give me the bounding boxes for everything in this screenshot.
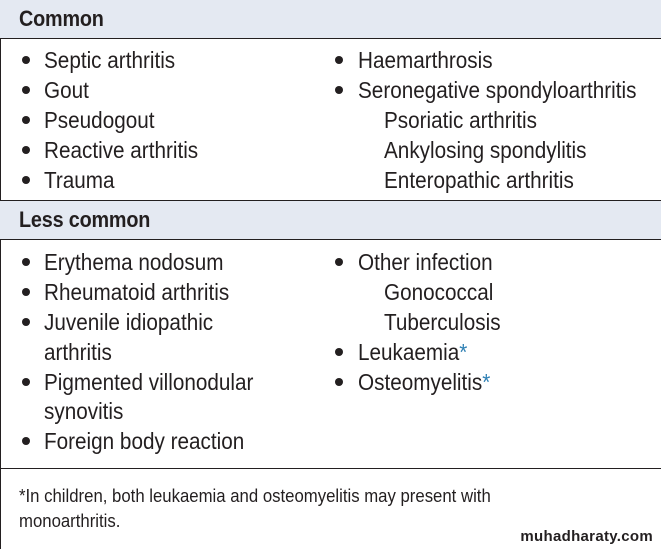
bullet-icon [22,258,30,266]
footnote-divider [0,468,661,469]
list-subitem: Psoriatic arthritis [384,107,537,133]
list-subitem: Tuberculosis [384,309,501,335]
bullet-icon [22,378,30,386]
watermark: muhadharaty.com [520,528,653,545]
bullet-icon [335,348,343,356]
list-subitem: Gonococcal [384,279,494,305]
list-item: Seronegative spondyloarthritis [358,77,637,103]
bullet-icon [22,318,30,326]
list-subitem: Ankylosing spondylitis [384,137,587,163]
bullet-icon [335,86,343,94]
section-heading-less-common: Less common [19,207,151,232]
list-item-continuation: arthritis [44,339,112,365]
asterisk-marker: * [459,339,468,365]
asterisk-marker: * [482,369,491,395]
list-item: Other infection [358,249,493,275]
bullet-icon [22,176,30,184]
footnote-line: monoarthritis. [19,511,121,531]
footnote-line: *In children, both leukaemia and osteomyelitis may present with [19,486,491,506]
list-item: Septic arthritis [44,47,176,73]
bullet-icon [335,378,343,386]
bullet-icon [22,86,30,94]
section-header-less-common [0,200,661,240]
list-item: Trauma [44,167,115,193]
bullet-icon [22,288,30,296]
list-item: Gout [44,77,89,103]
list-item: Rheumatoid arthritis [44,279,230,305]
bullet-icon [335,56,343,64]
list-item: Leukaemia* [358,339,468,365]
section-header-common [0,0,661,39]
table-left-border [0,0,1,549]
bullet-icon [22,116,30,124]
bullet-icon [22,437,30,445]
list-item: Erythema nodosum [44,249,224,275]
footnote [19,484,614,534]
list-item: Haemarthrosis [358,47,493,73]
bullet-icon [335,258,343,266]
list-subitem: Enteropathic arthritis [384,167,574,193]
list-item: Osteomyelitis* [358,369,491,395]
list-item: Foreign body reaction [44,428,245,454]
list-item-continuation: synovitis [44,398,124,424]
list-item: Pigmented villonodular [44,369,254,395]
list-item: Juvenile idiopathic [44,309,214,335]
bullet-icon [22,146,30,154]
bullet-icon [22,56,30,64]
list-item: Pseudogout [44,107,155,133]
list-item: Reactive arthritis [44,137,199,163]
section-heading-common: Common [19,6,104,31]
